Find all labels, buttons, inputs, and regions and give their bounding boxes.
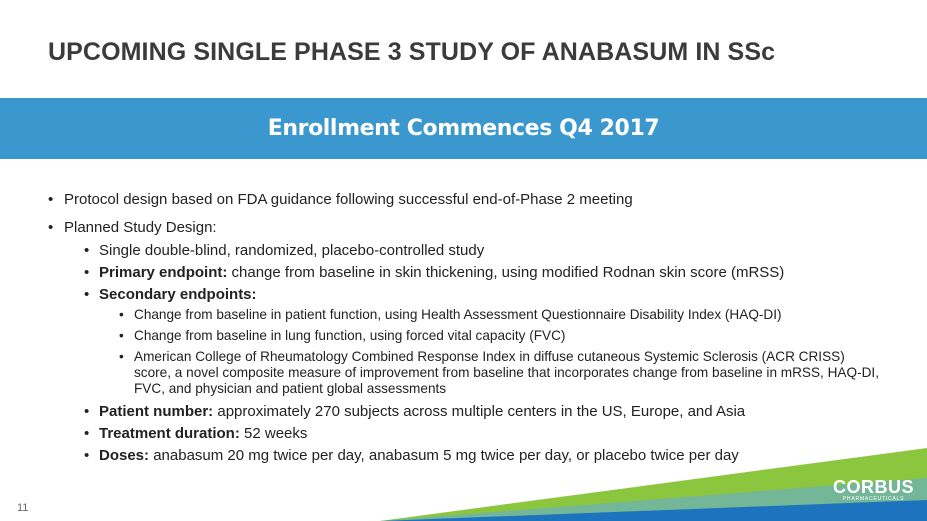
single-study-text: Single double-blind, randomized, placebo-controlled study [99, 242, 485, 259]
corbus-logo [833, 478, 914, 503]
logo-wordmark: CORBUS [833, 477, 915, 497]
duration-text: 52 weeks [239, 425, 308, 442]
duration-label: Treatment duration: [99, 425, 240, 442]
patient-text: approximately 270 subjects across multiple centers in the US, Europe, and Asia [213, 403, 746, 420]
bullet-planned-text: Planned Study Design: [64, 219, 217, 236]
page-number: 11 [17, 502, 29, 514]
patient-label: Patient number: [99, 403, 214, 420]
secondary-item-text: Change from baseline in patient function, using Health Assessment Questionnaire Disability Index (HAQ-DI) [134, 307, 782, 322]
banner-text: Enrollment Commences Q4 2017 [267, 116, 660, 141]
secondary-item-text: Change from baseline in lung function, using forced vital capacity (FVC) [134, 328, 566, 343]
primary-label: Primary endpoint: [99, 264, 228, 281]
doses-text: anabasum 20 mg twice per day, anabasum 5 mg twice per day, or placebo twice per day [149, 447, 739, 464]
slide-title: UPCOMING SINGLE PHASE 3 STUDY OF ANABASUM IN SSc [48, 38, 776, 66]
logo-subtitle: PHARMACEUTICALS [842, 496, 905, 502]
secondary-label: Secondary endpoints: [99, 286, 257, 303]
doses-label: Doses: [99, 447, 150, 464]
primary-text: change from baseline in skin thickening, using modified Rodnan skin score (mRSS) [227, 264, 785, 281]
bullet-protocol-text: Protocol design based on FDA guidance following successful end-of-Phase 2 meeting [64, 191, 633, 208]
secondary-item-text: American College of Rheumatology Combined Response Index in diffuse cutaneous Systemic Sclerosis (ACR CRISS) score, a novel composite measure of improvement from baseline that incorporates change from baseline in mRSS, HAQ-DI, FVC, and physician and patient global assessments [134, 349, 879, 396]
